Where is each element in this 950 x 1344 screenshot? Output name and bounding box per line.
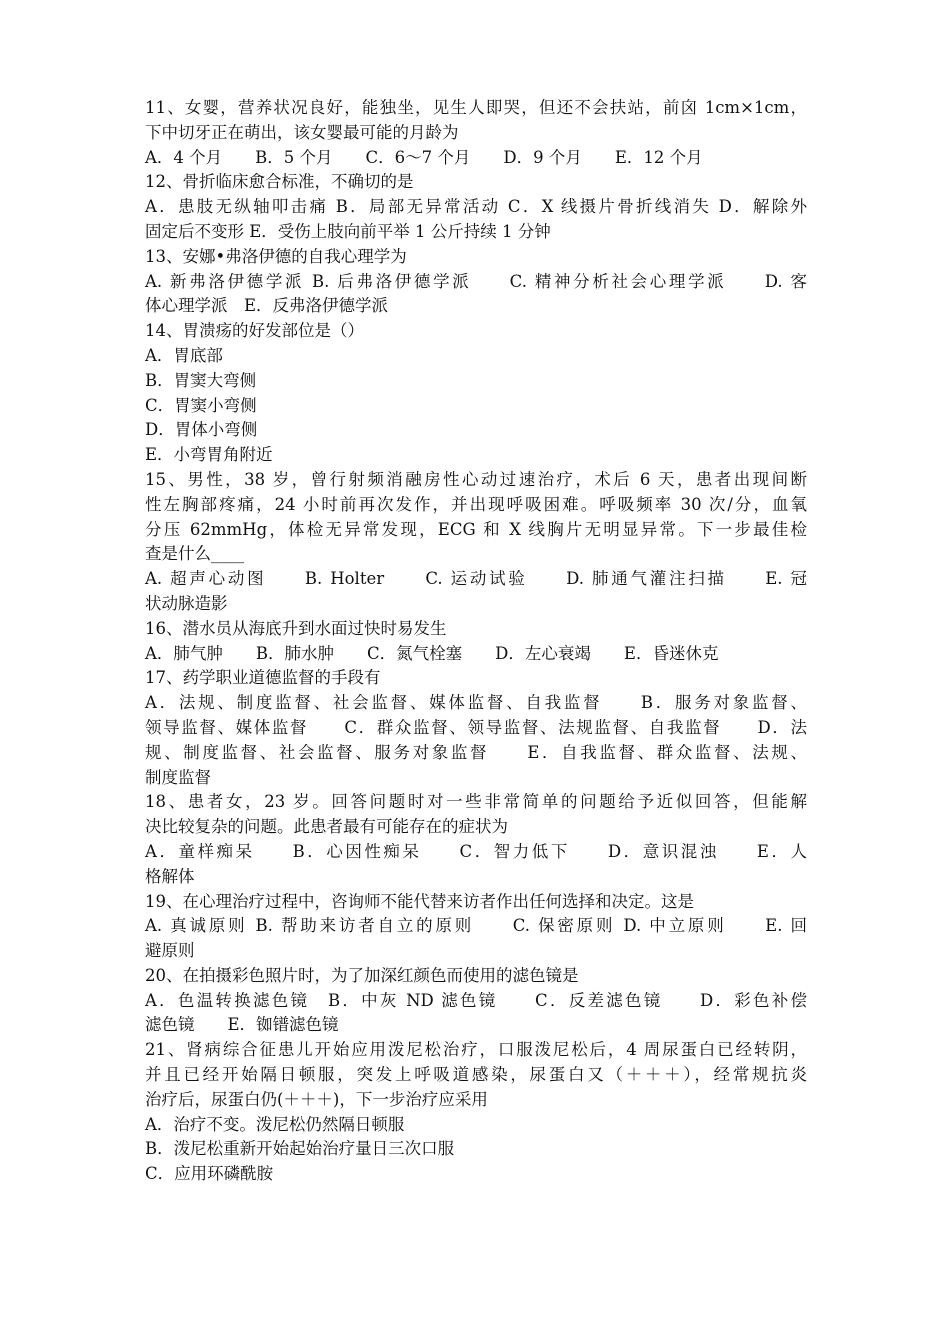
question-15-line-4: 查是什么____ bbox=[145, 544, 244, 564]
question-14-option-a: A．胃底部 bbox=[145, 345, 223, 365]
question-15-options-line-1: A. 超声心动图 B. Holter C. 运动试验 D. 肺通气灌注扫描 E. 冠 bbox=[145, 569, 807, 589]
question-11-options: A．4 个月 B．5 个月 C．6～7 个月 D．9 个月 E．12 个月 bbox=[145, 147, 703, 167]
question-15-line-3: 分压 62mmHg，体检无异常发现，ECG 和 X 线胸片无明显异常。下一步最佳检 bbox=[145, 519, 807, 539]
question-14-option-c: C．胃窦小弯侧 bbox=[145, 395, 257, 415]
question-17-options-line-1: A．法规、制度监督、社会监督、媒体监督、自我监督 B．服务对象监督、 bbox=[145, 693, 807, 713]
question-12-stem: 12、骨折临床愈合标准，不确切的是 bbox=[145, 172, 414, 192]
question-21-line-2: 并且已经开始隔日顿服，突发上呼吸道感染，尿蛋白又（＋＋＋），经常规抗炎 bbox=[145, 1065, 807, 1085]
question-21-option-b: B．泼尼松重新开始起始治疗量日三次口服 bbox=[145, 1139, 455, 1159]
question-16-stem: 16、潜水员从海底升到水面过快时易发生 bbox=[145, 618, 447, 638]
question-12-options-line-2: 固定后不变形 E．受伤上肢向前平举 1 公斤持续 1 分钟 bbox=[145, 221, 551, 241]
question-20-options-line-2: 滤色镜 E．铷镨滤色镜 bbox=[145, 1015, 339, 1035]
question-17-stem: 17、药学职业道德监督的手段有 bbox=[145, 668, 381, 688]
question-19-options-line-1: A. 真诚原则 B. 帮助来访者自立的原则 C. 保密原则 D. 中立原则 E. 回 bbox=[145, 916, 807, 936]
question-21-line-3: 治疗后，尿蛋白仍(＋＋＋)，下一步治疗应采用 bbox=[145, 1089, 488, 1109]
question-18-options-line-2: 格解体 bbox=[145, 866, 195, 886]
question-13-stem: 13、安娜•弗洛伊德的自我心理学为 bbox=[145, 246, 407, 266]
question-15-line-1: 15、男性，38 岁，曾行射频消融房性心动过速治疗，术后 6 天，患者出现间断 bbox=[145, 469, 807, 489]
question-21-option-c: C．应用环磷酰胺 bbox=[145, 1164, 274, 1184]
question-21-line-1: 21、肾病综合征患儿开始应用泼尼松治疗，口服泼尼松后，4 周尿蛋白已经转阴， bbox=[145, 1040, 807, 1060]
question-16-options: A．肺气肿 B．肺水肿 C．氮气栓塞 D．左心衰竭 E．昏迷休克 bbox=[145, 643, 719, 663]
question-11-line-2: 下中切牙正在萌出，该女婴最可能的月龄为 bbox=[145, 122, 459, 142]
question-15-line-2: 性左胸部疼痛，24 小时前再次发作，并出现呼吸困难。呼吸频率 30 次/分，血氧 bbox=[145, 494, 807, 514]
question-17-options-line-2: 领导监督、媒体监督 C．群众监督、领导监督、法规监督、自我监督 D．法 bbox=[145, 717, 807, 737]
question-14-stem: 14、胃溃疡的好发部位是（） bbox=[145, 321, 364, 341]
question-19-stem: 19、在心理治疗过程中，咨询师不能代替来访者作出任何选择和决定。这是 bbox=[145, 891, 694, 911]
question-17-options-line-4: 制度监督 bbox=[145, 767, 211, 787]
question-15-options-line-2: 状动脉造影 bbox=[145, 593, 228, 613]
question-14-option-b: B．胃窦大弯侧 bbox=[145, 370, 257, 390]
question-18-options-line-1: A．童样痴呆 B．心因性痴呆 C．智力低下 D．意识混浊 E．人 bbox=[145, 841, 807, 861]
question-21-option-a: A．治疗不变。泼尼松仍然隔日顿服 bbox=[145, 1114, 405, 1134]
question-14-option-e: E．小弯胃角附近 bbox=[145, 445, 273, 465]
question-18-line-1: 18、患者女，23 岁。回答问题时对一些非常简单的问题给予近似回答，但能解 bbox=[145, 792, 807, 812]
question-13-options-line-1: A. 新弗洛伊德学派 B. 后弗洛伊德学派 C. 精神分析社会心理学派 D. 客 bbox=[145, 271, 807, 291]
question-19-options-line-2: 避原则 bbox=[145, 941, 195, 961]
question-17-options-line-3: 规、制度监督、社会监督、服务对象监督 E．自我监督、群众监督、法规、 bbox=[145, 742, 807, 762]
question-14-option-d: D．胃体小弯侧 bbox=[145, 420, 258, 440]
question-12-options-line-1: A．患肢无纵轴叩击痛 B．局部无异常活动 C．X 线摄片骨折线消失 D．解除外 bbox=[145, 197, 807, 217]
question-18-line-2: 决比较复杂的问题。此患者最有可能存在的症状为 bbox=[145, 817, 508, 837]
question-20-stem: 20、在拍摄彩色照片时，为了加深红颜色而使用的滤色镜是 bbox=[145, 965, 579, 985]
question-20-options-line-1: A．色温转换滤色镜 B．中灰 ND 滤色镜 C．反差滤色镜 D．彩色补偿 bbox=[145, 990, 807, 1010]
question-13-options-line-2: 体心理学派 E．反弗洛伊德学派 bbox=[145, 296, 389, 316]
question-11-line-1: 11、女婴，营养状况良好，能独坐，见生人即哭，但还不会扶站，前囟 1cm×1cm， bbox=[145, 98, 807, 117]
document-page bbox=[145, 96, 807, 1187]
